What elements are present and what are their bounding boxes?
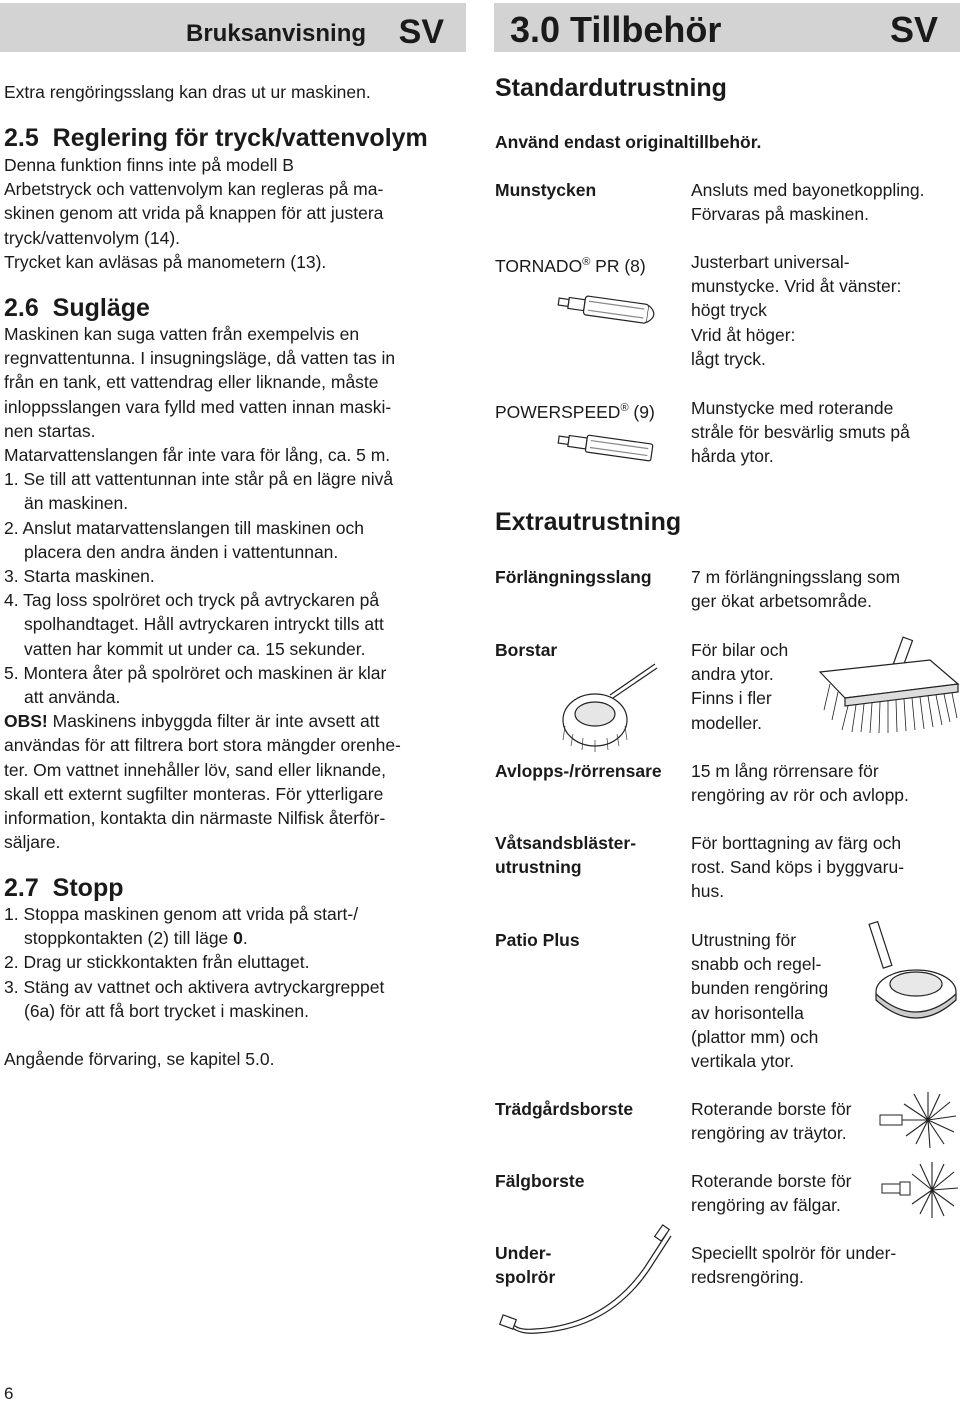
section-2-5-body: Denna funktion finns inte på modell B Arbetstryck och vattenvolym kan regleras på ma- skinen genom att vrida på knappen för att justera tryck/vattenvolym (14). Trycket kan avläsas på manometern (13). (4, 155, 384, 272)
item-label: Borstar (495, 640, 558, 660)
list-item: 3. Starta maskinen. (4, 566, 155, 587)
list-item: 1. Se till att vattentunnan inte står på en lägre nivå än maskinen. (4, 469, 394, 514)
item-label: Våtsandsbläster- utrustning (495, 833, 637, 878)
section-2-7-body (4, 902, 454, 1023)
manual-title: Bruksanvisning (186, 20, 367, 47)
item-label: Munstycken (495, 180, 597, 200)
item-desc: Speciellt spolrör för under- redsrengöring. (691, 1243, 897, 1288)
intro-text: Extra rengöringsslang kan dras ut ur maskinen. (4, 82, 371, 102)
original-note: Använd endast originaltillbehör. (495, 132, 762, 152)
item-desc: 15 m lång rörrensare för rengöring av rör och avlopp. (691, 761, 909, 806)
storage-note: Angående förvaring, se kapitel 5.0. (4, 1049, 275, 1069)
item-label: TORNADO® PR (8) (495, 255, 646, 276)
list-item: 5. Montera åter på spolröret och maskinen är klar att använda. (4, 662, 387, 708)
flat-brush-image (790, 632, 960, 747)
item-label: Förlängningsslang (495, 567, 652, 587)
powerspeed-nozzle-image (558, 428, 663, 468)
language-code: SV (889, 9, 938, 50)
tornado-nozzle-image (558, 290, 663, 330)
item-label: Avlopps-/rörrensare (495, 761, 662, 781)
item-desc: Utrustning för snabb och regel- bunden rengöring av horisontella (plattor mm) och vertikala ytor. (691, 930, 829, 1072)
header-left (0, 3, 466, 52)
page-number: 6 (4, 1384, 14, 1403)
language-code: SV (398, 13, 444, 51)
item-label: Fälgborste (495, 1171, 585, 1191)
section-heading-2-5: 2.5 Reglering för tryck/vattenvolym (4, 124, 428, 152)
list-item: 3. Stäng av vattnet och aktivera avtryckargreppet (6a) för att få bort trycket i maskinen. (4, 976, 385, 1021)
list-item: 4. Tag loss spolröret och tryck på avtryckaren på spolhandtaget. Håll avtryckaren intryckt tills att vatten har kommit ut under ca. 15 sekunder. (4, 590, 384, 659)
item-desc: För borttagning av färg och rost. Sand köps i byggvaru- hus. (691, 833, 905, 902)
item-label: Trädgårdsborste (495, 1099, 634, 1119)
item-label: POWERSPEED® (9) (495, 401, 655, 422)
standard-heading: Standardutrustning (495, 74, 727, 102)
item-desc: Roterande borste för rengöring av träytor. (691, 1099, 852, 1144)
item-desc: Ansluts med bayonetkoppling. Förvaras på maskinen. (691, 180, 925, 225)
patio-plus-image (870, 920, 958, 1040)
chapter-title: 3.0 Tillbehör (510, 9, 722, 50)
rim-brush-image (880, 1160, 958, 1220)
list-item: 1. Stoppa maskinen genom att vrida på start-/ stoppkontakten (2) till läge 0. (4, 904, 359, 949)
garden-brush-image (878, 1090, 958, 1148)
section-heading-2-6: 2.6 Sugläge (4, 294, 150, 322)
section-2-6-body: Maskinen kan suga vatten från exempelvis en regnvattentunna. I insugningsläge, då vatten tas in från en tank, ett vattendrag eller liknande, måste inloppsslangen vara fylld med vatten innan maski- nen startas. Matarvattenslangen får inte vara för lång, ca. 5 m. 1. Se till att vattentunnan inte står på en lägre nivå än maskinen. 2. Anslut matarvattenslangen till maskinen och placera den andra änden i vattentunnan. 3. Starta maskinen. 4. Tag loss spolröret och tryck på avtryckaren på spolhandtaget. Håll avtryckaren intryckt tills att vatten har kommit ut under ca. 15 sekunder. 5. Montera åter på spolröret och maskinen är klar att använda. OBS! Maskinens inbyggda filter är inte avsett att användas för att filtrera bort stora mängder orenhe- ter. Om vattnet innehåller löv, sand eller liknande, skall ett externt sugfilter monteras. För ytterligare information, kontakta din närmaste Nilfisk återför- säljare. (4, 322, 454, 854)
item-desc: Munstycke med roterande stråle för besvärlig smuts på hårda ytor. (691, 398, 910, 467)
extra-heading: Extrautrustning (495, 508, 682, 536)
item-label: Patio Plus (495, 930, 580, 950)
underbody-lance-image (495, 1225, 685, 1345)
item-desc: 7 m förlängningsslang som ger ökat arbetsområde. (691, 567, 901, 612)
item-desc: För bilar och andra ytor. Finns i fler modeller. (691, 640, 789, 733)
item-label: Under- spolrör (495, 1243, 556, 1288)
round-brush-image (555, 660, 665, 755)
header-right (494, 3, 960, 52)
item-desc: Justerbart universal- munstycke. Vrid åt vänster: högt tryck Vrid åt höger: lågt tryck. (691, 252, 902, 369)
list-item: 2. Drag ur stickkontakten från eluttaget. (4, 952, 310, 973)
section-heading-2-7: 2.7 Stopp (4, 874, 124, 902)
list-item: 2. Anslut matarvattenslangen till maskinen och placera den andra änden i vattentunnan. (4, 517, 364, 562)
obs-note: OBS! Maskinens inbyggda filter är inte avsett att (4, 711, 380, 732)
item-desc: Roterande borste för rengöring av fälgar. (691, 1171, 852, 1216)
